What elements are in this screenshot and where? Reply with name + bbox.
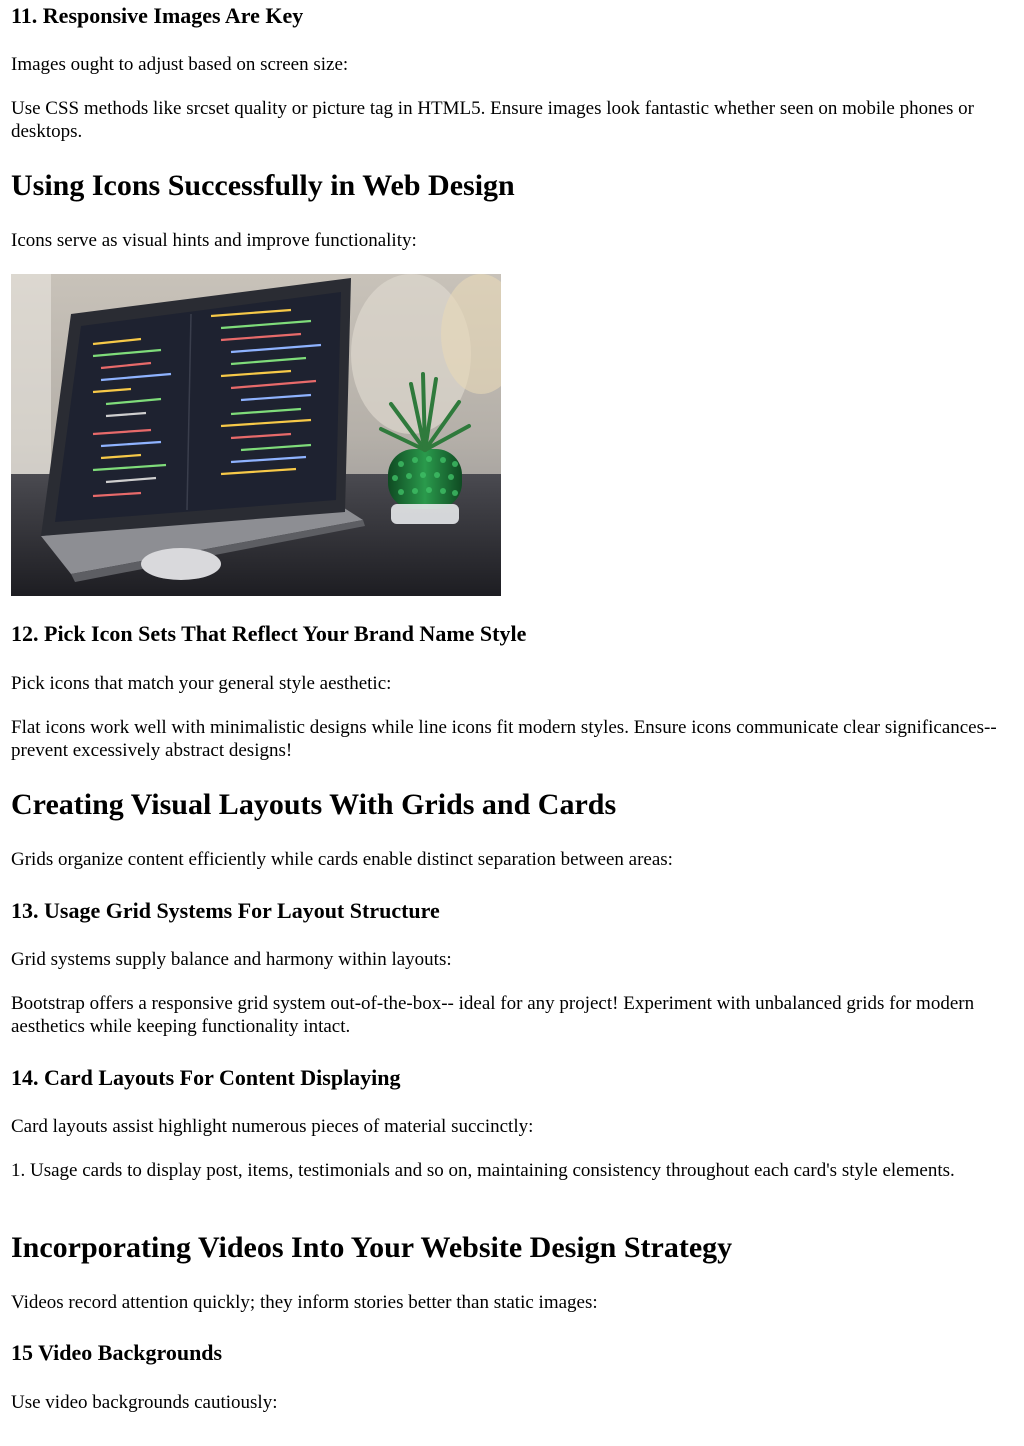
section-11-body: Use CSS methods like srcset quality or picture tag in HTML5. Ensure images look fantastic whether seen on mobile phones or desktops. <box>11 98 974 142</box>
section-14-heading: 14. Card Layouts For Content Displaying <box>11 1065 401 1090</box>
section-14-intro: Card layouts assist highlight numerous pieces of material succinctly: <box>11 1116 534 1137</box>
laptop-code-plant-photo <box>11 274 501 596</box>
section-11-heading: 11. Responsive Images Are Key <box>11 3 304 28</box>
section-12-intro: Pick icons that match your general style aesthetic: <box>11 673 392 694</box>
videos-section-heading: Incorporating Videos Into Your Website Design Strategy <box>11 1231 733 1264</box>
section-14-body: 1. Usage cards to display post, items, testimonials and so on, maintaining consistency throughout each card's style elements. <box>11 1160 955 1181</box>
videos-section-intro: Videos record attention quickly; they inform stories better than static images: <box>11 1292 598 1313</box>
icons-section-intro: Icons serve as visual hints and improve functionality: <box>11 230 417 251</box>
section-13-body: Bootstrap offers a responsive grid system out-of-the-box-- ideal for any project! Experiment with unbalanced grids for modern aesthetics while keeping functionality intact. <box>11 993 975 1037</box>
section-11-intro: Images ought to adjust based on screen size: <box>11 54 349 75</box>
grids-section-intro: Grids organize content efficiently while cards enable distinct separation between areas: <box>11 849 673 870</box>
section-12-body: Flat icons work well with minimalistic designs while line icons fit modern styles. Ensure icons communicate clear significances-- prevent excessively abstract designs! <box>11 717 997 761</box>
section-13-heading: 13. Usage Grid Systems For Layout Structure <box>11 898 440 923</box>
icons-section-heading: Using Icons Successfully in Web Design <box>11 169 515 202</box>
grids-section-heading: Creating Visual Layouts With Grids and Cards <box>11 788 617 821</box>
section-15-heading: 15 Video Backgrounds <box>11 1340 223 1365</box>
section-12-heading: 12. Pick Icon Sets That Reflect Your Brand Name Style <box>11 621 527 646</box>
section-15-intro: Use video backgrounds cautiously: <box>11 1392 278 1413</box>
section-13-intro: Grid systems supply balance and harmony within layouts: <box>11 949 452 970</box>
